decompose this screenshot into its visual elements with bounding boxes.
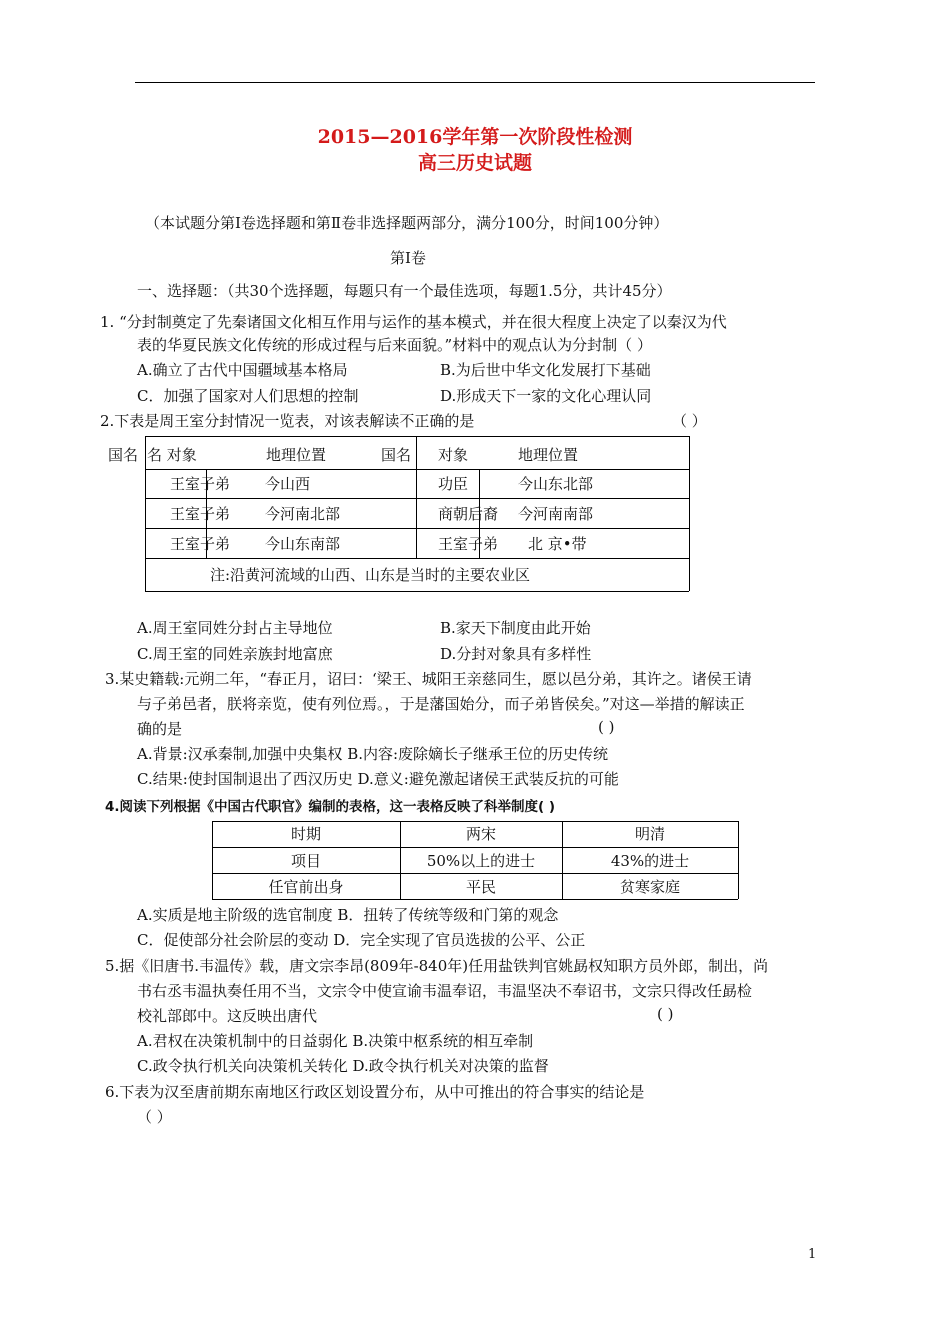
q5-stem-line1: 5.据《旧唐书.韦温传》载，唐文宗李昂(809年-840年)任用盐铁判官姚勗权知职方员外郎，制出，尚 — [105, 957, 769, 975]
q2-option-b: B.家天下制度由此开始 — [440, 619, 591, 637]
q5-stem-line2: 书右丞韦温执奏任用不当，文宗令中使宣谕韦温奉诏，韦温坚决不奉诏书，文宗只得改任勗检 — [137, 982, 753, 1000]
q3-answer-paren: ( ) — [598, 718, 615, 736]
header-rule — [135, 82, 815, 83]
q2-header-location: 地理位置 — [266, 446, 327, 464]
exam-intro: （本试题分第Ⅰ卷选择题和第Ⅱ卷非选择题两部分，满分100分，时间100分钟） — [145, 214, 669, 232]
q1-stem-line2: 表的华夏民族文化传统的形成过程与后来面貌。”材料中的观点认为分封制（ ） — [137, 336, 652, 354]
table-cell: 43%的进士 — [610, 852, 690, 870]
q2-option-c: C.周王室的同姓亲族封地富庶 — [137, 645, 333, 663]
q2-outside-label: 国名 — [108, 446, 139, 464]
table-cell: 商朝后裔 — [438, 505, 499, 523]
table-cell: 两宋 — [465, 825, 496, 843]
table-cell: 王室子弟 — [438, 535, 499, 553]
q5-options-cd: C.政令执行机关向决策机关转化 D.政令执行机关对决策的监督 — [137, 1057, 549, 1075]
section-heading: 一、选择题：（共30个选择题，每题只有一个最佳选项，每题1.5分，共计45分） — [137, 282, 672, 300]
q1-stem-line1: 1. “分封制奠定了先秦诸国文化相互作用与运作的基本模式，并在很大程度上决定了以秦汉为代 — [100, 313, 727, 331]
table-cell: 王室子弟 — [170, 475, 231, 493]
table-cell: 明清 — [634, 825, 665, 843]
q2-header-object: 名 对象 — [147, 446, 197, 464]
table-cell: 王室子弟 — [170, 535, 231, 553]
q2-option-d: D.分封对象具有多样性 — [440, 645, 592, 663]
table-cell: 今山东南部 — [265, 535, 341, 553]
table-cell: 今山西 — [265, 475, 311, 493]
table-cell: 任官前出身 — [268, 878, 344, 896]
exam-title: 2015—2016学年第一次阶段性检测 — [317, 126, 633, 148]
q1-option-b: B.为后世中华文化发展打下基础 — [440, 361, 651, 379]
q2-option-a: A.周王室同姓分封占主导地位 — [137, 619, 333, 637]
q4-stem: 4.阅读下列根据《中国古代职官》编制的表格，这一表格反映了科举制度( ) — [105, 799, 556, 815]
table-cell: 平民 — [465, 878, 496, 896]
q3-stem-line1: 3.某史籍载:元朔二年，“春正月，诏曰：‘梁王、城阳王亲慈同生，愿以邑分弟，其许之。诸侯王请 — [105, 670, 752, 688]
q1-option-d: D.形成天下一家的文化心理认同 — [440, 387, 652, 405]
q3-stem-line3: 确的是 — [137, 720, 183, 738]
q5-stem-line3: 校礼部郎中。这反映出唐代 — [137, 1007, 318, 1025]
table-cell: 时期 — [290, 825, 321, 843]
table-cell: 贫寒家庭 — [619, 878, 680, 896]
table-cell: 今山东北部 — [518, 475, 594, 493]
q2-stem: 2.下表是周王室分封情况一览表，对该表解读不正确的是 — [100, 412, 475, 430]
q4-options-ab: A.实质是地主阶级的选官制度 B．扭转了传统等级和门第的观念 — [137, 906, 559, 924]
table-cell: 项目 — [290, 852, 321, 870]
q2-header-state: 国名 — [381, 446, 412, 464]
q5-options-ab: A.君权在决策机制中的日益弱化 B.决策中枢系统的相互牵制 — [137, 1032, 534, 1050]
q1-option-a: A.确立了古代中国疆域基本格局 — [137, 361, 348, 379]
q2-header-location-2: 地理位置 — [518, 446, 579, 464]
q3-options-cd: C.结果:使封国制退出了西汉历史 D.意义:避免激起诸侯王武装反抗的可能 — [137, 770, 619, 788]
q2-answer-paren: （ ） — [672, 412, 707, 430]
table-cell: 今河南南部 — [518, 505, 594, 523]
q6-stem: 6.下表为汉至唐前期东南地区行政区划设置分布，从中可推出的符合事实的结论是 — [105, 1083, 645, 1101]
table-cell: 北 京•带 — [528, 535, 587, 553]
table-cell: 50%以上的进士 — [426, 852, 536, 870]
q6-answer-paren: （ ） — [137, 1108, 172, 1126]
q3-options-ab: A.背景:汉承秦制,加强中央集权 B.内容:废除嫡长子继承王位的历史传统 — [137, 745, 609, 763]
table-cell: 王室子弟 — [170, 505, 231, 523]
q2-table-note: 注:沿黄河流域的山西、山东是当时的主要农业区 — [210, 566, 531, 584]
q5-answer-paren: ( ) — [657, 1005, 674, 1023]
volume-heading: 第Ⅰ卷 — [390, 249, 426, 267]
q3-stem-line2: 与子弟邑者，朕将亲览，使有列位焉。，于是藩国始分，而子弟皆侯矣。”对这—举措的解读正 — [137, 695, 745, 713]
page-number: 1 — [808, 1247, 817, 1262]
table-cell: 今河南北部 — [265, 505, 341, 523]
q1-option-c: C．加强了国家对人们思想的控制 — [137, 387, 359, 405]
exam-subtitle: 高三历史试题 — [417, 152, 532, 174]
q4-options-cd: C．促使部分社会阶层的变动 D．完全实现了官员选拔的公平、公正 — [137, 931, 586, 949]
q2-header-object-2: 对象 — [438, 446, 469, 464]
table-cell: 功臣 — [438, 475, 469, 493]
